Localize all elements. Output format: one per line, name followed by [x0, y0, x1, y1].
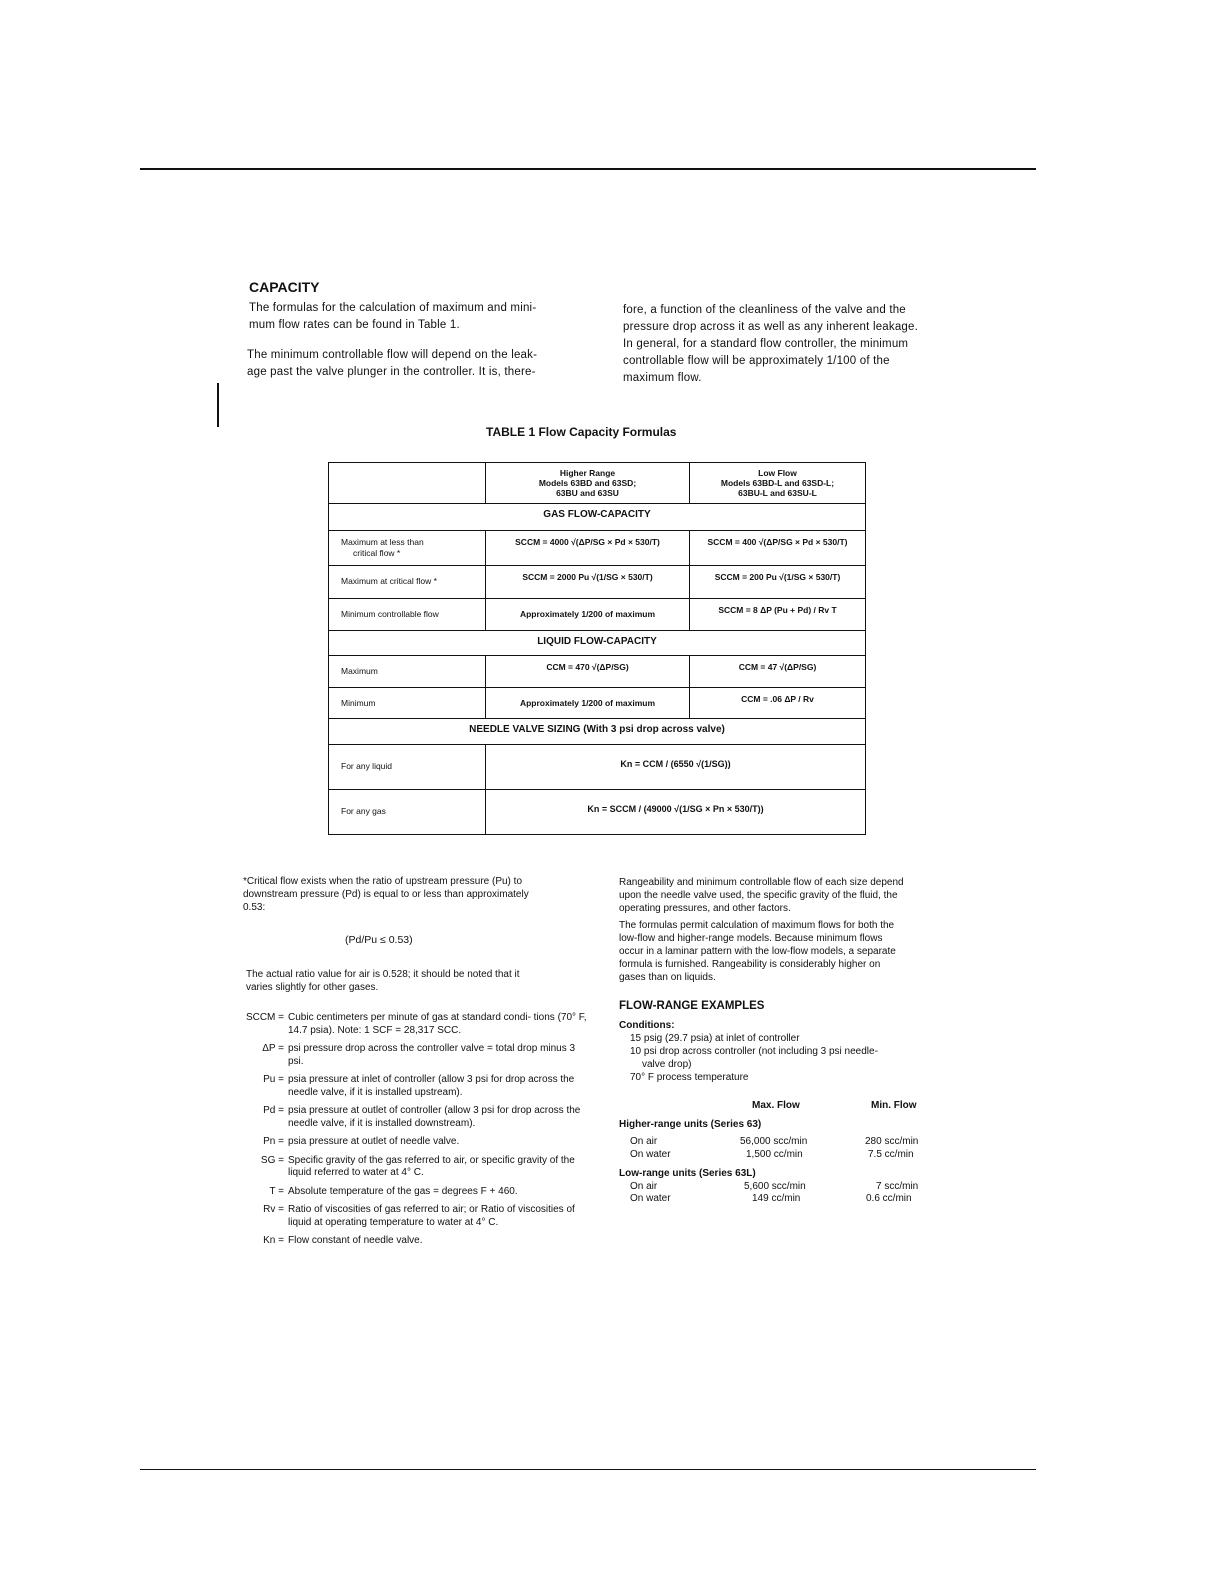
example-row: On water 149 cc/min 0.6 cc/min — [630, 1193, 912, 1204]
table-row: Maximum at critical flow * SCCM = 2000 Pu √(1/SG × 530/T) SCCM = 200 Pu √(1/SG × 530/T) — [329, 565, 865, 598]
definition-text: psia pressure at outlet of needle valve. — [288, 1136, 460, 1147]
intro-left-p2 — [247, 347, 607, 381]
definition-item — [238, 1136, 588, 1149]
definition-term: Pu = — [263, 1074, 284, 1085]
definitions-list — [238, 1012, 588, 1254]
definition-text: Cubic centimeters per minute of gas at standard condi- tions (70° F, 14.7 psia). Note: 1 SCF = 28,317 SCC. — [288, 1012, 587, 1036]
definition-item — [238, 1074, 588, 1099]
text-line: The minimum controllable flow will depend on the leak- — [247, 349, 538, 361]
definition-text: Flow constant of needle valve. — [288, 1235, 423, 1246]
gas-flow-header: GAS FLOW-CAPACITY — [543, 509, 651, 520]
text-line: fore, a function of the cleanliness of the valve and the — [623, 304, 906, 316]
definition-term: ΔP = — [262, 1043, 284, 1054]
table-title: TABLE 1 Flow Capacity Formulas — [486, 425, 677, 439]
definition-term: SG = — [260, 1154, 284, 1166]
definition-item — [238, 1235, 588, 1248]
definition-text: Specific gravity of the gas referred to air, or specific gravity of the liquid referred to water at 4° C. — [288, 1154, 575, 1178]
col-low-flow: Low Flow Models 63BD-L and 63SD-L; 63BU-L and 63SU-L — [720, 468, 835, 498]
higher-range-label: Higher-range units (Series 63) — [619, 1119, 762, 1130]
example-row: On air 5,600 scc/min 7 scc/min — [630, 1181, 919, 1192]
conditions-list: 15 psig (29.7 psia) at inlet of controller 10 psi drop across controller (not including 3 psi needle- valve drop) 70° F process temperature — [630, 1033, 878, 1083]
intro-right — [623, 302, 983, 387]
table-row: Maximum at less than critical flow * SCCM = 4000 √(ΔP/SG × Pd × 530/T) SCCM = 400 √(ΔP/SG × Pd × 530/T) — [329, 530, 865, 565]
col-higher-range: Higher Range Models 63BD and 63SD; 63BU and 63SU — [486, 463, 690, 503]
definition-term: Pd = — [263, 1105, 284, 1116]
critical-ratio: (Pd/Pu ≤ 0.53) — [345, 934, 413, 946]
definition-text: Ratio of viscosities of gas referred to air; or Ratio of viscosities of liquid at operating temperature to water at 4° C. — [288, 1204, 575, 1228]
intro-left-p1 — [249, 300, 609, 334]
text-line: age past the valve plunger in the controller. It is, there- — [247, 366, 536, 378]
margin-bar — [217, 383, 219, 427]
col-min-flow: Min. Flow — [871, 1100, 917, 1111]
text-line: mum flow rates can be found in Table 1. — [249, 319, 460, 331]
low-range-label: Low-range units (Series 63L) — [619, 1168, 756, 1179]
definition-item — [238, 1043, 588, 1068]
definition-text: psia pressure at inlet of controller (allow 3 psi for drop across the needle valve, if it is installed upstream). — [288, 1074, 575, 1098]
example-row: On air 56,000 scc/min 280 scc/min — [630, 1136, 919, 1147]
table-row: Minimum Approximately 1/200 of maximum CCM = .06 ΔP / Rv — [329, 687, 865, 718]
formulas-paragraph: The formulas permit calculation of maximum flows for both the low-flow and higher-range models. Because minimum flows occur in a laminar pattern with the low-flow models, a separate formula is furnished. Rangeability is considerably higher on gases than on liquids. — [619, 920, 896, 983]
table-header-row — [329, 463, 865, 503]
footnote: *Critical flow exists when the ratio of upstream pressure (Pu) to downstream pressure (Pd) is equal to or less than approximately 0.53: — [243, 876, 529, 913]
table-row: Maximum CCM = 470 √(ΔP/SG) CCM = 47 √(ΔP/SG) — [329, 655, 865, 687]
definition-text: psi pressure drop across the controller valve = total drop minus 3 psi. — [288, 1043, 576, 1067]
top-rule — [140, 168, 1036, 170]
examples-title: FLOW-RANGE EXAMPLES — [619, 1000, 765, 1012]
text-line: pressure drop across it as well as any inherent leakage. — [623, 321, 919, 333]
text-line: controllable flow will be approximately 1/100 of the — [623, 355, 890, 367]
definition-term: SCCM = — [245, 1012, 284, 1023]
text-line: The formulas for the calculation of maximum and mini- — [249, 302, 537, 314]
rangeability-paragraph: Rangeability and minimum controllable flow of each size depend upon the needle valve used, the specific gravity of the fluid, the operating pressures, and other factors. — [619, 877, 904, 914]
flow-capacity-table — [328, 462, 866, 835]
table-row: Minimum controllable flow Approximately 1/200 of maximum SCCM = 8 ΔP (Pu + Pd) / Rv T — [329, 598, 865, 630]
definition-item — [238, 1155, 588, 1180]
definition-text: psia pressure at outlet of controller (allow 3 psi for drop across the needle valve, if it is installed downstream). — [288, 1105, 581, 1129]
text-line: In general, for a standard flow controller, the minimum — [623, 338, 909, 350]
needle-valve-header: NEEDLE VALVE SIZING (With 3 psi drop across valve) — [469, 724, 725, 735]
definition-item — [238, 1012, 588, 1037]
definition-term: T = — [269, 1185, 284, 1197]
definition-item — [238, 1105, 588, 1130]
bottom-rule — [140, 1469, 1036, 1470]
liquid-flow-header: LIQUID FLOW-CAPACITY — [537, 636, 657, 647]
section-title: CAPACITY — [249, 279, 320, 295]
text-line: maximum flow. — [623, 372, 702, 384]
col-max-flow: Max. Flow — [752, 1100, 800, 1111]
definition-item — [238, 1186, 588, 1199]
definition-term: Kn = — [263, 1235, 284, 1246]
table-row: For any liquid Kn = CCM / (6550 √(1/SG)) — [329, 744, 865, 789]
definition-term: Pn = — [263, 1136, 284, 1147]
table-row: For any gas Kn = SCCM / (49000 √(1/SG × Pn × 530/T)) — [329, 789, 865, 834]
example-row: On water 1,500 cc/min 7.5 cc/min — [630, 1149, 914, 1160]
definition-text: Absolute temperature of the gas = degrees F + 460. — [288, 1185, 518, 1197]
definition-item — [238, 1204, 588, 1229]
footnote-note: The actual ratio value for air is 0.528; it should be noted that it varies slightly for other gases. — [246, 969, 520, 993]
conditions-label: Conditions: — [619, 1020, 675, 1031]
definition-term: Rv = — [263, 1204, 284, 1215]
